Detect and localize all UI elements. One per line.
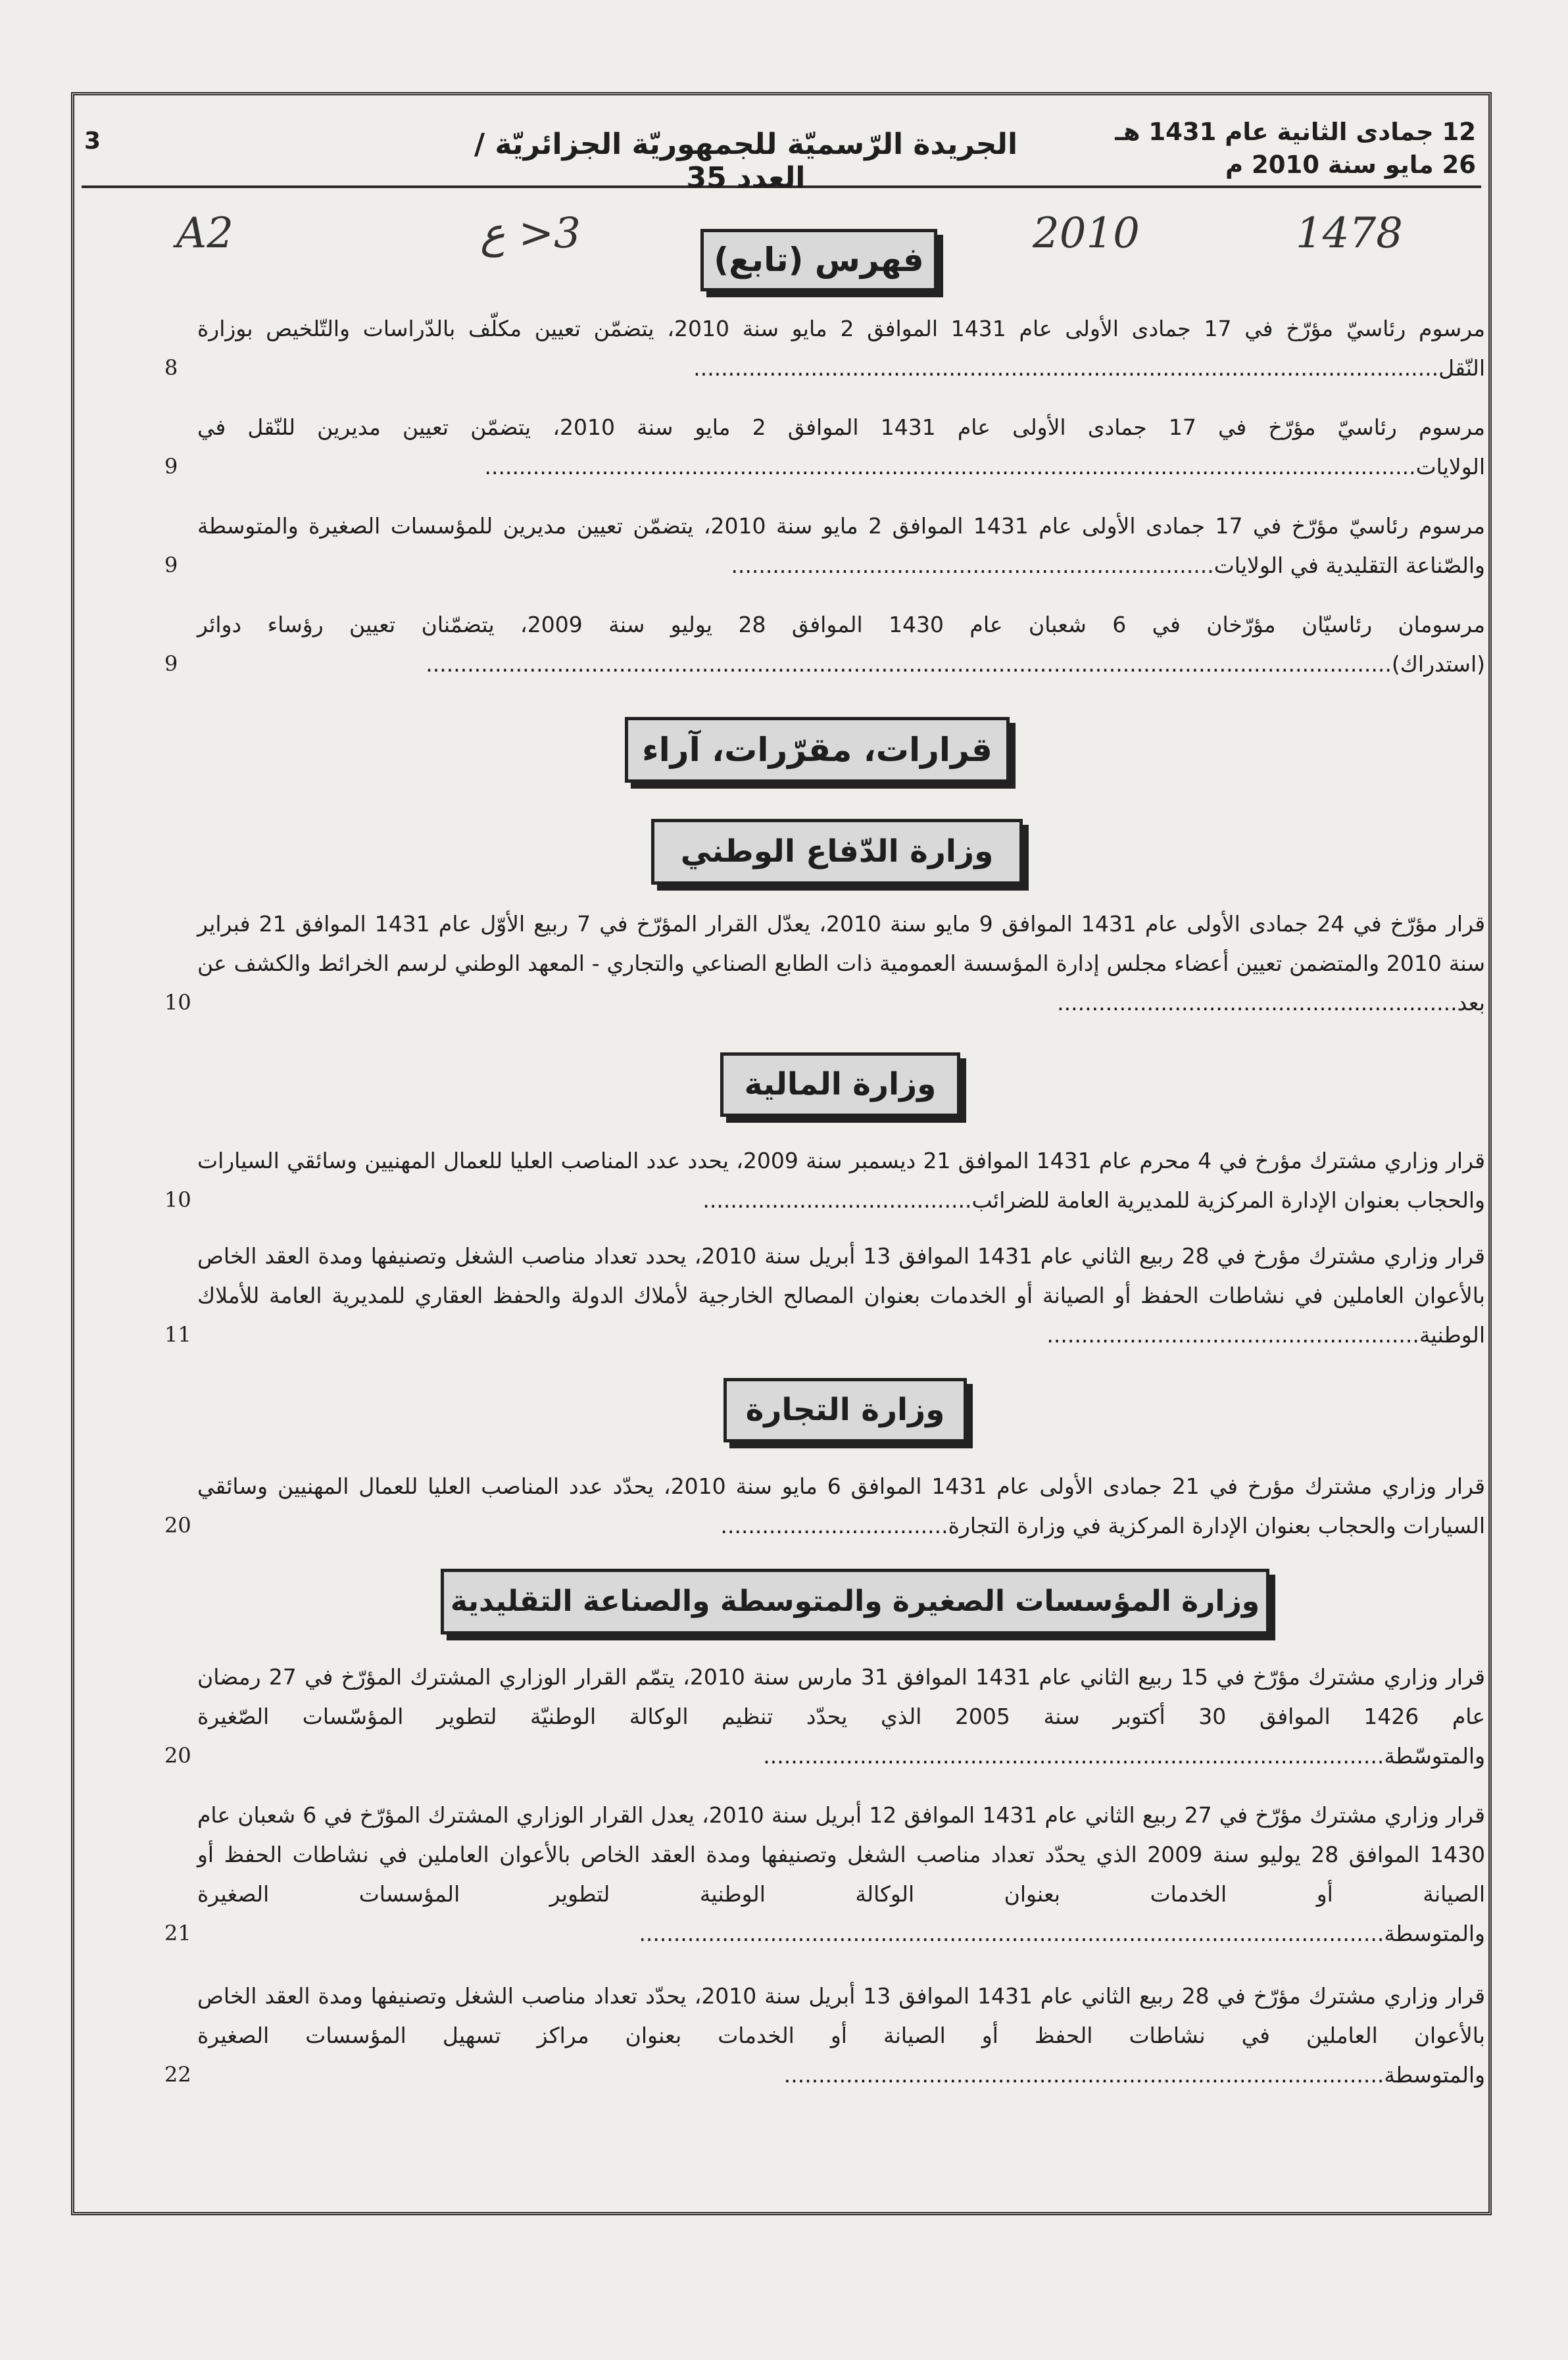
toc-page-number: 9 xyxy=(164,454,178,479)
toc-entry: قرار وزاري مشترك مؤرّخ في 28 ربيع الثاني عام 1431 الموافق 13 أبريل سنة 2010، يحدّد تعداد مناصب الشغل وتصنيفها ومدة العقد الخاص بالأعوان العاملين في نشاطات الحفظ أو الصيانة أو الخدمات بعنوان مراكز تسهيل المؤسسات الصغيرة والمتوسطة....................................................................................... xyxy=(197,1983,1485,2088)
toc-entry: قرار وزاري مشترك مؤرخ في 4 محرم عام 1431 الموافق 21 ديسمبر سنة 2009، يحدد عدد المناصب العليا للعمال المهنيين وسائقي السيارات والحجاب بعنوان الإدارة المركزية للمديرية العامة للضرائب....................................... xyxy=(197,1148,1486,1213)
toc-entry: قرار وزاري مشترك مؤرخ في 21 جمادى الأولى عام 1431 الموافق 6 مايو سنة 2010، يحدّد عدد المناصب العليا للعمال المهنيين وسائقي السيارات والحجاب بعنوان الإدارة المركزية في وزارة التجارة................................. xyxy=(197,1473,1486,1538)
section-title-decisions: قرارات، مقرّرات، آراء xyxy=(625,717,1010,783)
section-title-defense: وزارة الدّفاع الوطني xyxy=(651,819,1023,885)
page-number: 3 xyxy=(84,128,101,155)
section-title-index: فهرس (تابع) xyxy=(700,229,937,291)
toc-page-number: 22 xyxy=(164,2062,191,2087)
toc-entry: مرسوم رئاسيّ مؤرّخ في 17 جمادى الأولى عام 1431 الموافق 2 مايو سنة 2010، يتضمّن تعيين مديرين للنّقل في الولايات....................................................................................................................................... xyxy=(197,414,1486,479)
handwritten-note-code: 3< ع xyxy=(480,209,581,258)
toc-entry: قرار مؤرّخ في 24 جمادى الأولى عام 1431 الموافق 9 مايو سنة 2010، يعدّل القرار المؤرّخ في 7 ربيع الأوّل عام 1431 الموافق 21 فبراير سنة 2010 والمتضمن تعيين أعضاء مجلس إدارة المؤسسة العمومية ذات الطابع الصناعي والتجاري - المعهد الوطني لرسم الخرائط والكشف عن بعد.......................................................... xyxy=(197,911,1485,1016)
toc-page-number: 9 xyxy=(164,553,178,578)
toc-page-number: 10 xyxy=(164,1187,191,1212)
gregorian-date: 26 مايو سنة 2010 م xyxy=(1225,151,1476,179)
toc-page-number: 11 xyxy=(164,1322,191,1347)
toc-entry: مرسوم رئاسيّ مؤرّخ في 17 جمادى الأولى عام 1431 الموافق 2 مايو سنة 2010، يتضمّن تعيين مكلّف بالدّراسات والتّلخيص بوزارة النّقل............................................................................................................ xyxy=(197,316,1486,381)
toc-entry: مرسوم رئاسيّ مؤرّخ في 17 جمادى الأولى عام 1431 الموافق 2 مايو سنة 2010، يتضمّن تعيين مديرين للمؤسسات الصغيرة والمتوسطة والصّناعة التقليدية في الولايات...................................................................... xyxy=(197,513,1486,578)
toc-entry: قرار وزاري مشترك مؤرخ في 28 ربيع الثاني عام 1431 الموافق 13 أبريل سنة 2010، يحدد تعداد مناصب الشغل وتصنيفها ومدة العقد الخاص بالأعوان العاملين في نشاطات الحفظ أو الصيانة أو الخدمات بعنوان المصالح الخارجية لأملاك الدولة والحفظ العقاري للمديرية العامة للأملاك الوطنية...................................................... xyxy=(197,1243,1485,1348)
header-dates xyxy=(1115,116,1476,182)
toc-entry: قرار وزاري مشترك مؤرّخ في 27 ربيع الثاني عام 1431 الموافق 12 أبريل سنة 2010، يعدل القرار الوزاري المشترك المؤرّخ في 6 شعبان عام 1430 الموافق 28 يوليو سنة 2009 الذي يحدّد تعداد مناصب الشغل وتصنيفها ومدة العقد الخاص بالأعوان العاملين في نشاطات الحفظ أو الصيانة أو الخدمات بعنوان الوكالة الوطنية لتطوير المؤسسات الصغيرة والمتوسطة............................................................................................................ xyxy=(197,1802,1485,1946)
toc-entry: مرسومان رئاسيّان مؤرّخان في 6 شعبان عام 1430 الموافق 28 يوليو سنة 2009، يتضمّنان تعيين رؤساء دوائر (استدراك)............................................................................................................................................ xyxy=(197,612,1485,677)
toc-page-number: 20 xyxy=(164,1743,191,1768)
page-header xyxy=(82,113,1481,195)
gazette-title: الجريدة الرّسميّة للجمهوريّة الجزائريّة / العدد 35 xyxy=(474,128,1018,195)
section-title-commerce: وزارة التجارة xyxy=(723,1378,967,1442)
toc-page-number: 21 xyxy=(164,1921,191,1946)
toc-page-number: 20 xyxy=(164,1513,191,1538)
handwritten-note-number: 1478 xyxy=(1296,209,1403,258)
section-title-sme: وزارة المؤسسات الصغيرة والمتوسطة والصناعة التقليدية xyxy=(441,1569,1269,1635)
hijri-date: 12 جمادى الثانية عام 1431 هـ xyxy=(1115,118,1476,146)
toc-page-number: 8 xyxy=(164,355,178,380)
toc-page-number: 9 xyxy=(164,651,178,676)
handwritten-note-ref: A2 xyxy=(176,209,233,258)
section-title-finance: وزارة المالية xyxy=(720,1052,960,1117)
toc-page-number: 10 xyxy=(164,990,191,1015)
toc-entry: قرار وزاري مشترك مؤرّخ في 15 ربيع الثاني عام 1431 الموافق 31 مارس سنة 2010، يتمّم القرار الوزاري المشترك المؤرّخ في 27 رمضان عام 1426 الموافق 30 أكتوبر سنة 2005 الذي يحدّد تنظيم الوكالة الوطنيّة لتطوير المؤسّسات الصّغيرة والمتوسّطة.......................................................................................... xyxy=(197,1664,1486,1769)
handwritten-note-year: 2010 xyxy=(1033,209,1140,258)
